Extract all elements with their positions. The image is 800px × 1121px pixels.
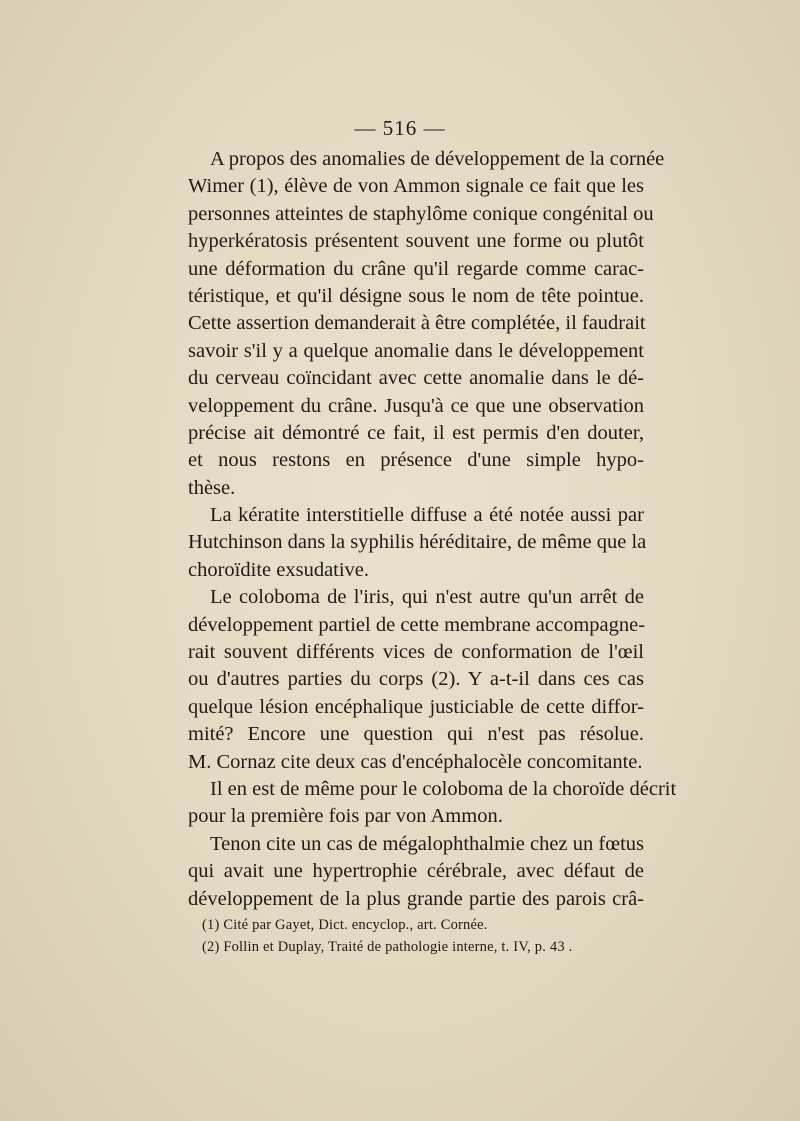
text-line: savoir s'il y a quelque anomalie dans le développement: [188, 339, 644, 362]
text-line: La kératite interstitielle diffuse a été notée aussi par: [210, 504, 644, 527]
text-line: veloppement du crâne. Jusqu'à ce que une observation: [188, 394, 644, 417]
text-line: personnes atteintes de staphylôme conique congénital ou: [188, 202, 654, 225]
text-line: mité? Encore une question qui n'est pas résolue.: [188, 723, 644, 746]
text-line: ou d'autres parties du corps (2). Y a-t-il dans ces cas: [188, 668, 644, 691]
text-line: Il en est de même pour le coloboma de la choroïde décrit: [210, 777, 677, 800]
text-line: pour la première fois par von Ammon.: [188, 805, 503, 828]
text-line: précise ait démontré ce fait, il est permis d'en douter,: [188, 421, 644, 444]
footnote-1: (1) Cité par Gayet, Dict. encyclop., art. Cornée.: [202, 917, 488, 933]
footnote-2: (2) Follin et Duplay, Traité de pathologie interne, t. IV, p. 43 .: [202, 939, 573, 955]
body-text: [188, 146, 677, 913]
text-line: qui avait une hypertrophie cérébrale, avec défaut de: [188, 860, 644, 883]
text-line: hyperkératosis présentent souvent une forme ou plutôt: [188, 230, 644, 253]
text-line: téristique, et qu'il désigne sous le nom de tête pointue.: [188, 284, 644, 307]
text-line: développement de la plus grande partie des parois crâ-: [188, 887, 644, 910]
text-line: choroïdite exsudative.: [188, 558, 370, 581]
text-line: rait souvent différents vices de conformation de l'œil: [188, 641, 644, 664]
text-line: quelque lésion encéphalique justiciable de cette diffor-: [188, 695, 644, 718]
page-number: — 516 —: [354, 116, 446, 140]
text-line: Cette assertion demanderait à être complétée, il faudrait: [188, 312, 646, 335]
text-line: une déformation du crâne qu'il regarde comme carac-: [188, 257, 644, 280]
text-line: M. Cornaz cite deux cas d'encéphalocèle concomitante.: [188, 750, 643, 773]
text-line: thèse.: [188, 476, 236, 499]
text-line: A propos des anomalies de développement de la cornée: [210, 148, 665, 170]
text-line: et nous restons en présence d'une simple hypo-: [188, 449, 644, 472]
footnotes: [202, 914, 652, 958]
text-line: Wimer (1), élève de von Ammon signale ce fait que les: [188, 175, 644, 198]
text-line: développement partiel de cette membrane accompagne-: [188, 613, 646, 636]
text-line: Hutchinson dans la syphilis héréditaire, de même que la: [188, 531, 647, 554]
text-line: Le coloboma de l'iris, qui n'est autre qu'un arrêt de: [210, 586, 644, 609]
text-line: du cerveau coïncidant avec cette anomalie dans le dé-: [188, 367, 644, 390]
text-line: Tenon cite un cas de mégalophthalmie chez un fœtus: [210, 832, 644, 855]
